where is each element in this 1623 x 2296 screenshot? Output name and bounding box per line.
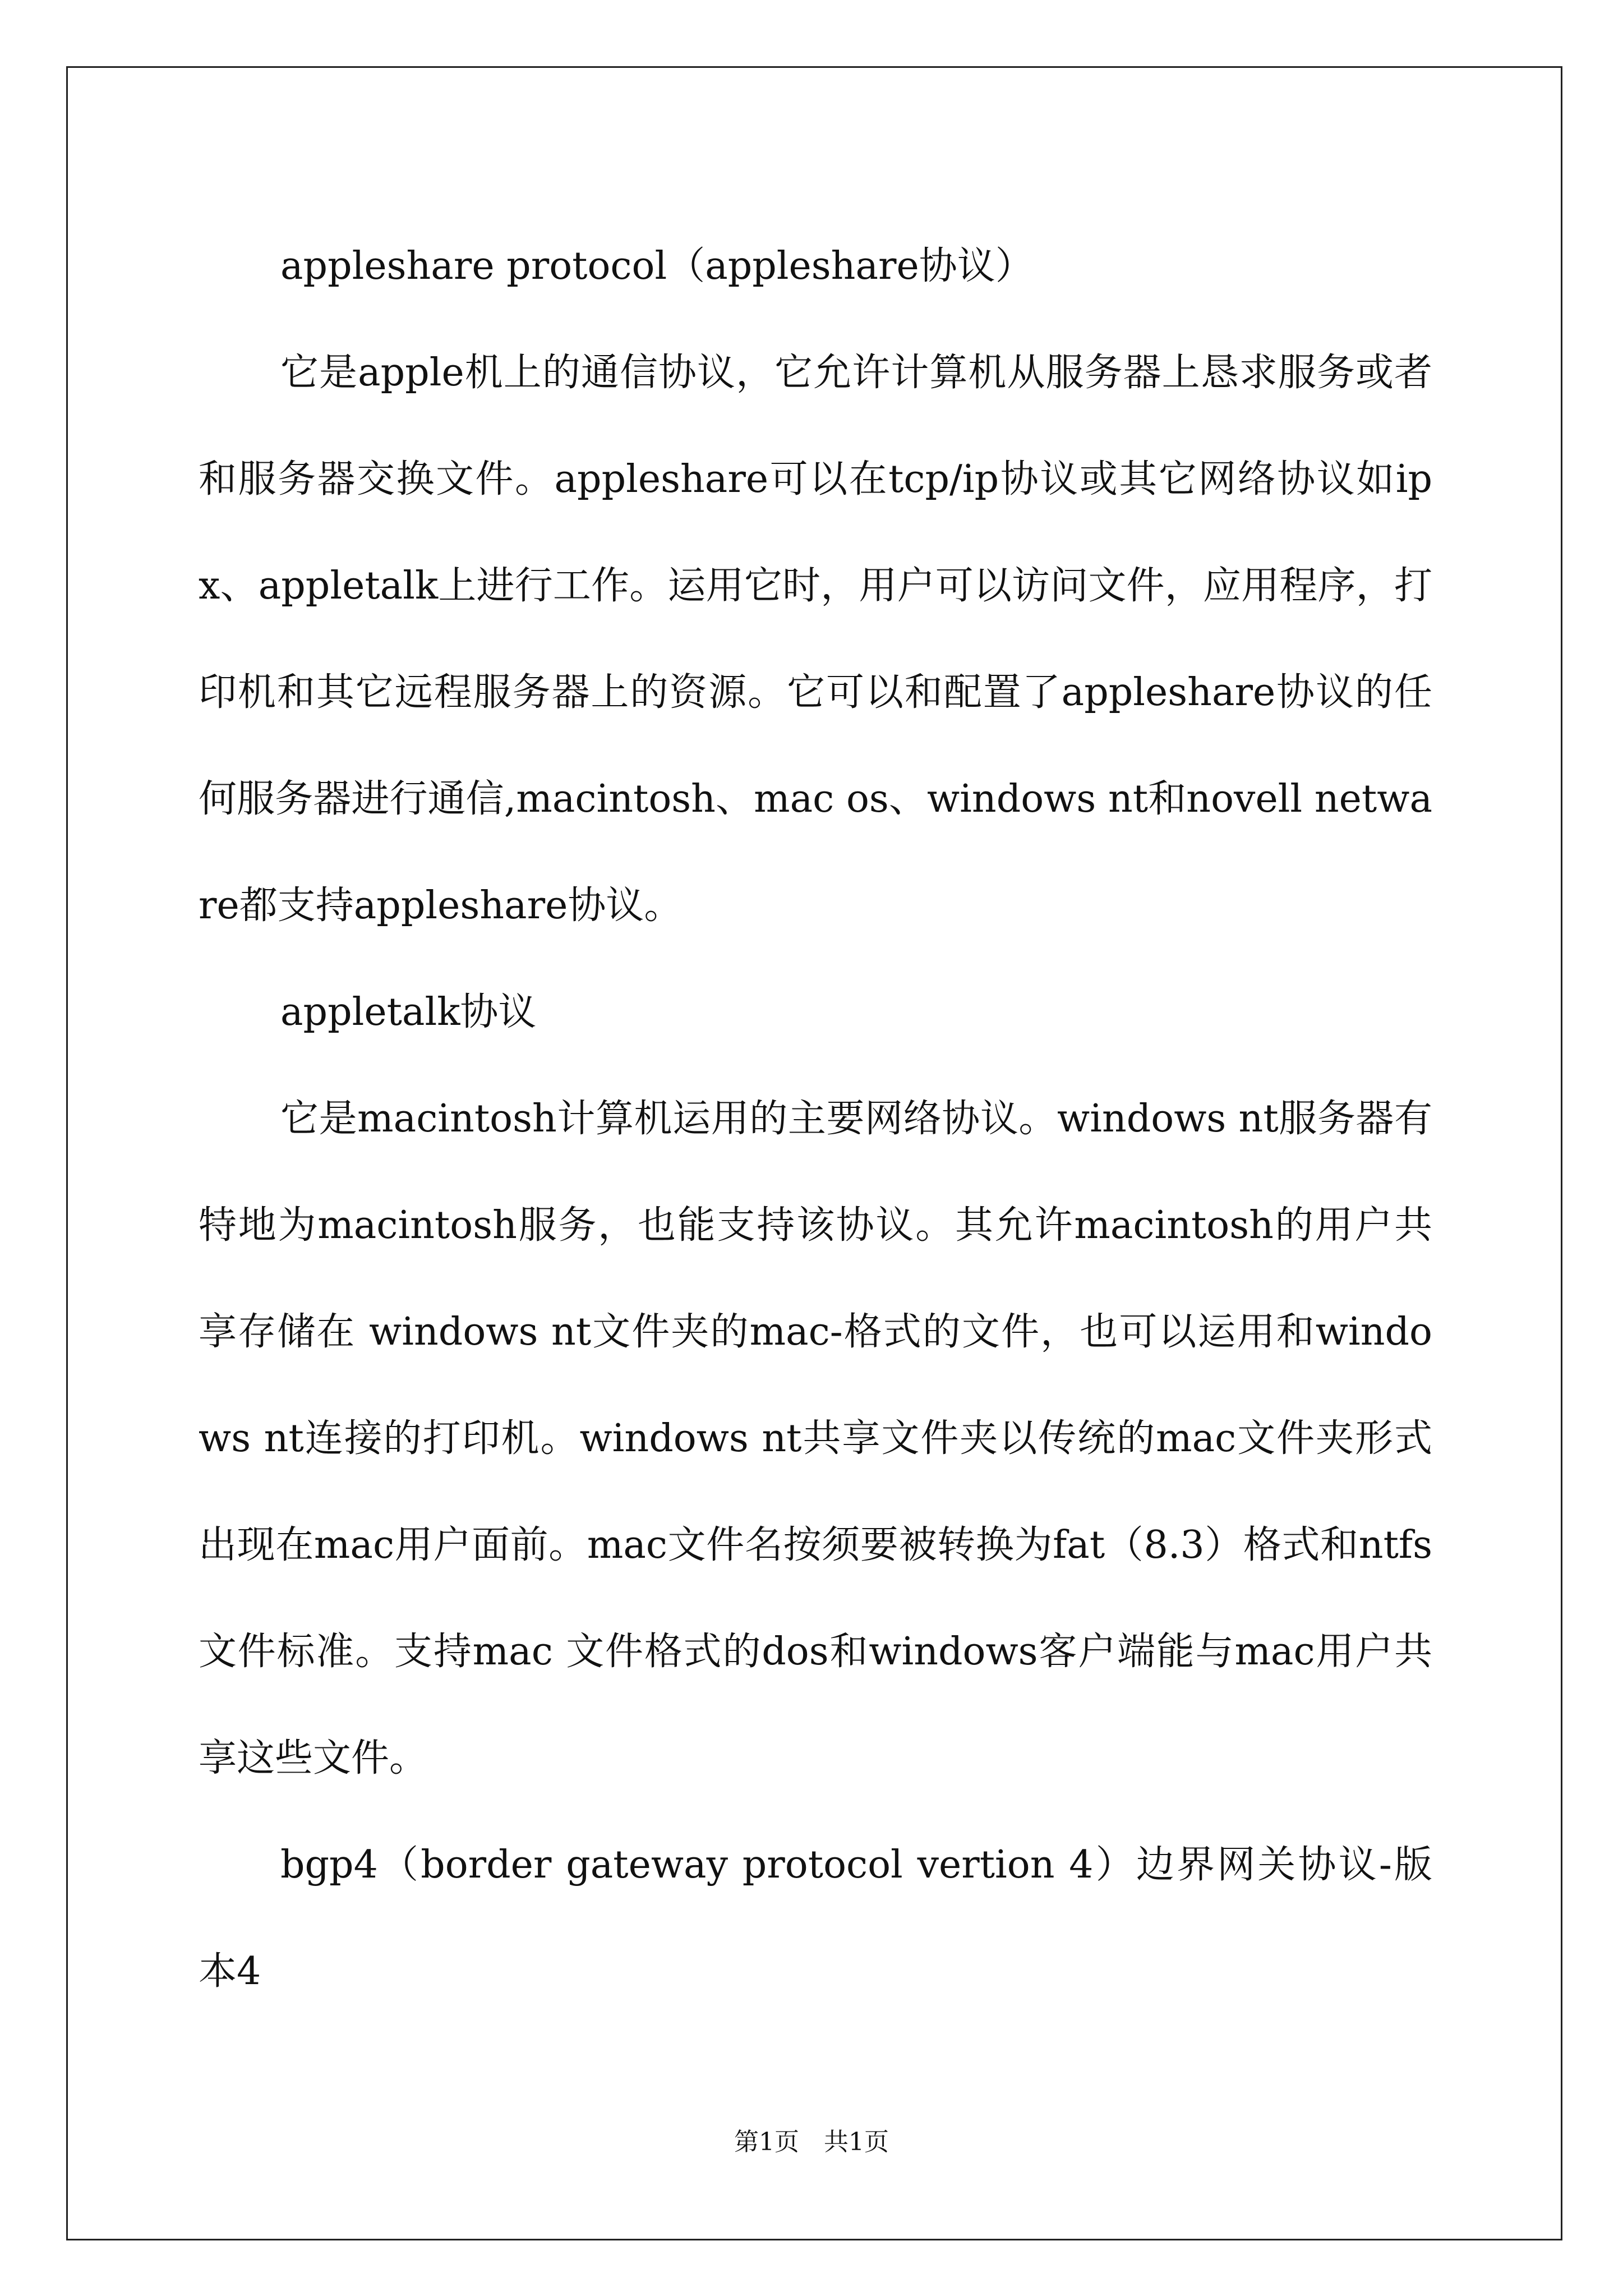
document-body <box>199 213 1432 2025</box>
paragraph-appletalk-heading: appletalk协议 <box>280 990 537 1034</box>
paragraph-appleshare-heading: appleshare protocol（appleshare协议） <box>280 244 1034 288</box>
page-number: 第1页 <box>734 2128 799 2156</box>
page-footer <box>0 2122 1623 2157</box>
paragraph-bgp4-heading: bgp4（border gateway protocol vertion 4）边界网关协议-版本4 <box>199 1843 1432 1994</box>
paragraph-appletalk-body: 它是macintosh计算机运用的主要网络协议。windows nt服务器有特地为macintosh服务，也能支持该协议。其允许macintosh的用户共享存储在 windows nt文件夹的mac-格式的文件，也可以运用和windows nt连接的打印机。windows nt共享文件夹以传统的mac文件夹形式出现在mac用户面前。mac文件名按须要被转换为fat（8.3）格式和ntfs文件标准。支持mac 文件格式的dos和windows客户端能与mac用户共享这些文件。 <box>199 1097 1432 1780</box>
page-total: 共1页 <box>824 2128 889 2156</box>
paragraph-appleshare-body: 它是apple机上的通信协议，它允许计算机从服务器上恳求服务或者和服务器交换文件。appleshare可以在tcp/ip协议或其它网络协议如ipx、appletalk上进行工作。运用它时，用户可以访问文件，应用程序，打印机和其它远程服务器上的资源。它可以和配置了appleshare协议的任何服务器进行通信,macintosh、mac os、windows nt和novell netware都支持appleshare协议。 <box>199 351 1432 928</box>
